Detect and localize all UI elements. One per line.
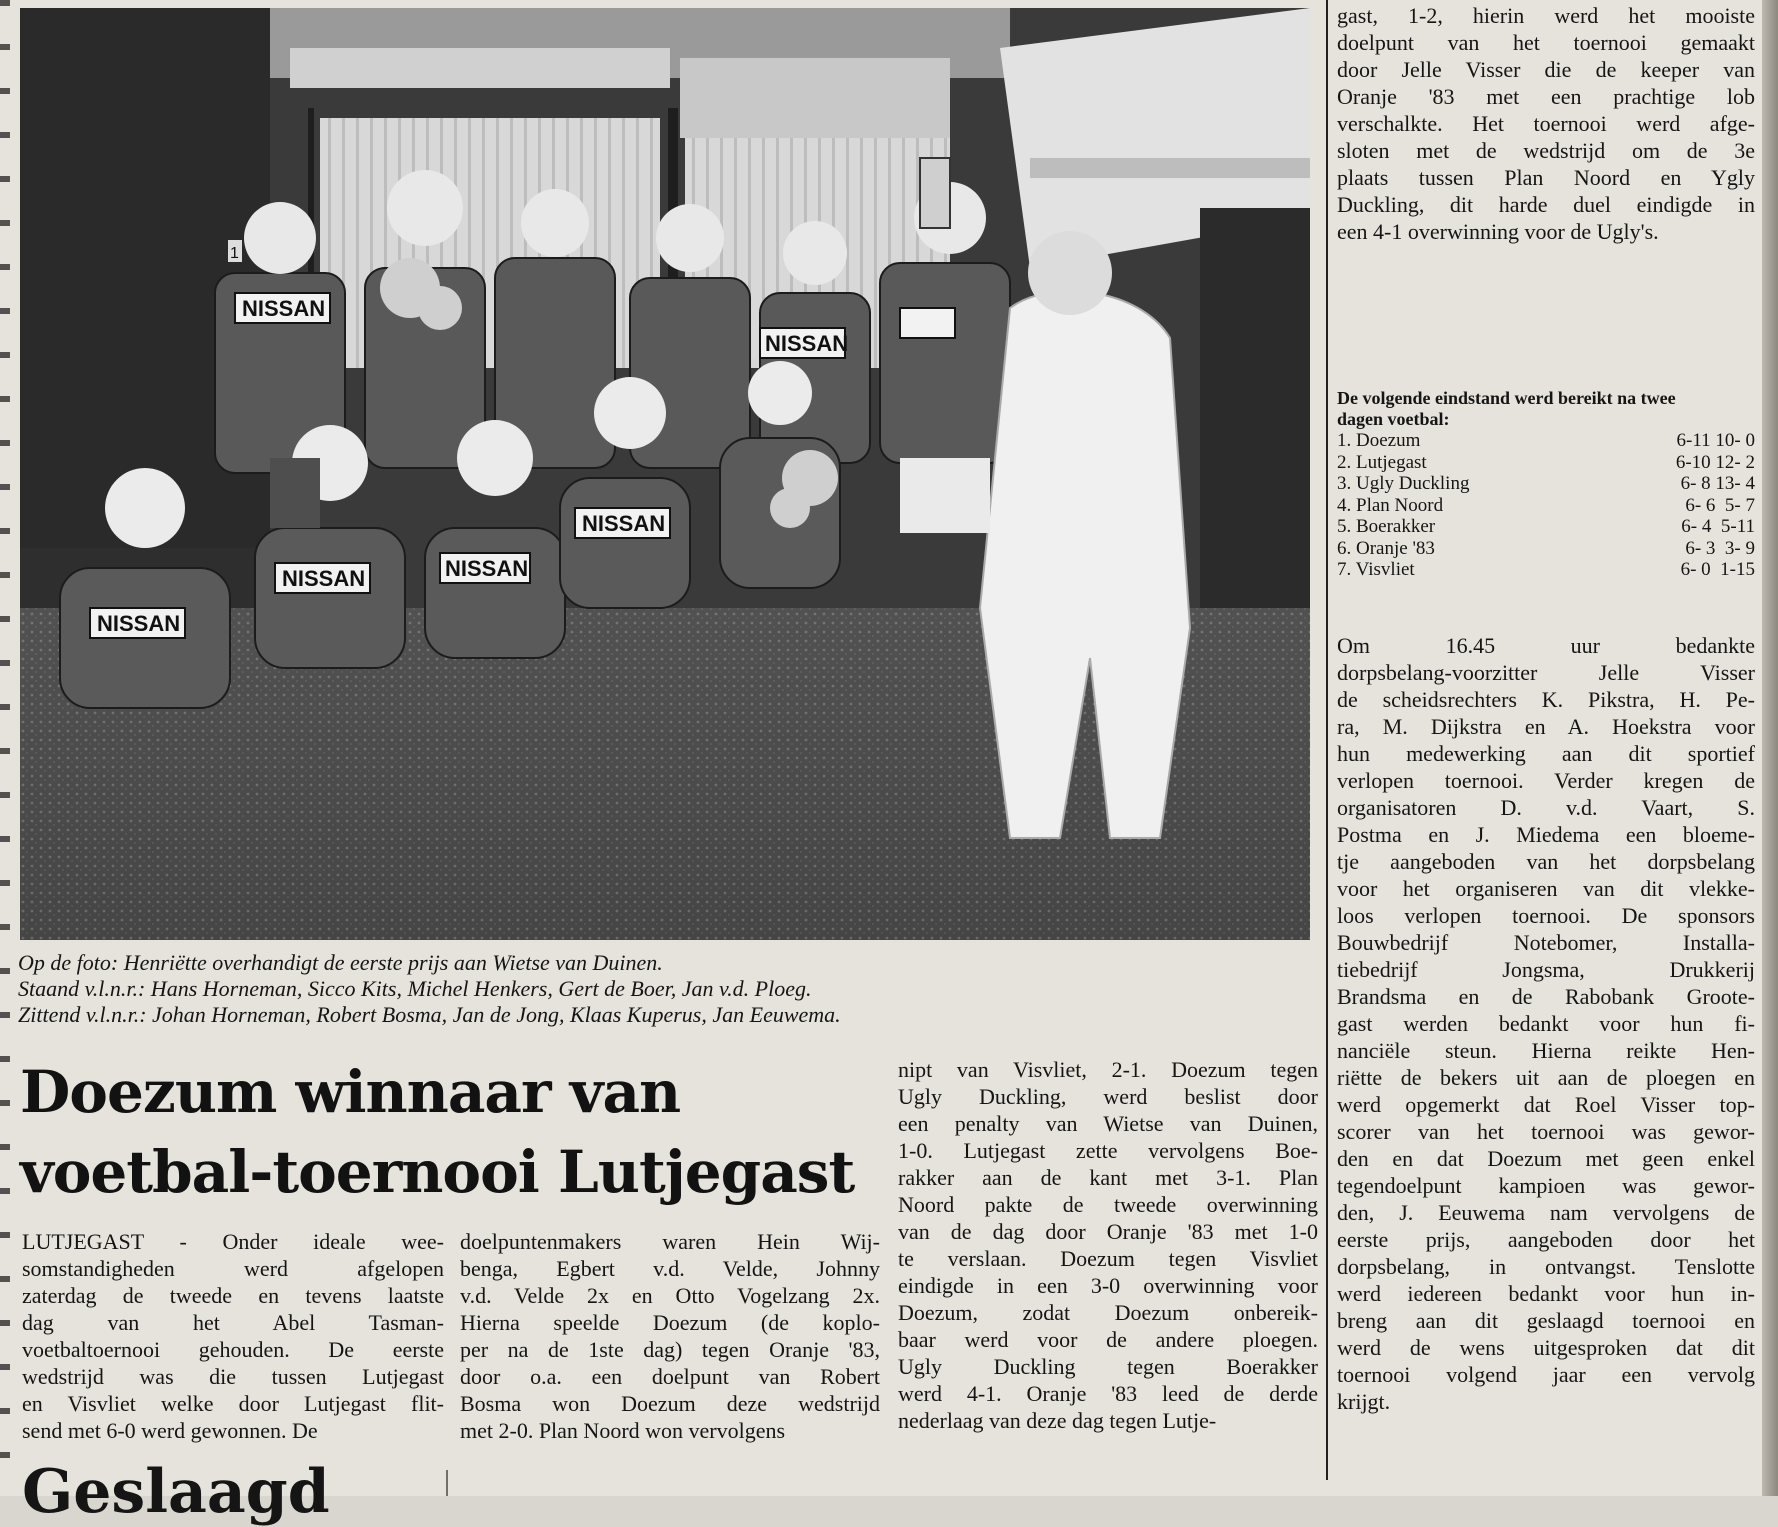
article-text-line: v.d. Velde 2x en Otto Vogelzang 2x. — [460, 1283, 880, 1308]
article-text-line: Om 16.45 uur bedankte — [1337, 633, 1755, 658]
column-rule-short — [446, 1470, 448, 1496]
article-text-line: breng aan dit geslaagd toernooi en — [1337, 1308, 1755, 1333]
article-text-line: werd 4-1. Oranje '83 leed de derde — [898, 1381, 1318, 1406]
standings-row — [1337, 473, 1755, 495]
article-headline — [20, 1052, 900, 1212]
article-text-line: door Jelle Visser die de keeper van — [1337, 57, 1755, 82]
article-text-line: nipt van Visvliet, 2-1. Doezum tegen — [898, 1057, 1318, 1082]
photo-caption-line-1: Op de foto: Henriëtte overhandigt de eerste prijs aan Wietse van Duinen. — [18, 950, 663, 975]
article-text-line: Postma en J. Miedema een bloeme- — [1337, 822, 1755, 847]
article-text-line: per na de 1ste dag) tegen Oranje '83, — [460, 1337, 880, 1362]
team-name: 6. Oranje '83 — [1337, 537, 1435, 559]
article-text-line: nederlaag van deze dag tegen Lutje- — [898, 1408, 1217, 1433]
article-text-line: hun medewerking aan dit sportief — [1337, 741, 1755, 766]
article-text-line: werd opgemerkt dat Roel Visser top- — [1337, 1092, 1755, 1117]
team-result: 6-10 12- 2 — [1675, 451, 1755, 473]
shirt-logo: NISSAN — [97, 611, 181, 636]
article-text-line: benga, Egbert v.d. Velde, Johnny — [460, 1256, 880, 1281]
article-text-line: Noord pakte de tweede overwinning — [898, 1192, 1318, 1217]
left-perforation — [0, 0, 10, 1496]
headline-line-2: voetbal-toernooi Lutjegast — [20, 1138, 855, 1206]
next-article-headline: Geslaagd — [22, 1457, 330, 1527]
article-text-line: voetbaltoernooi gehouden. De eerste — [22, 1337, 444, 1362]
article-text-line: doelpunt van het toernooi gemaakt — [1337, 30, 1755, 55]
article-text-line: baar werd voor de andere ploegen. — [898, 1327, 1318, 1352]
article-text-line: Ugly Duckling tegen Boerakker — [898, 1354, 1318, 1379]
article-text-line: de scheidsrechters K. Pikstra, H. Pe- — [1337, 687, 1755, 712]
article-text-line: loos verlopen toernooi. De sponsors — [1337, 903, 1755, 928]
team-result: 6- 8 13- 4 — [1680, 473, 1755, 494]
standings-heading: De volgende eindstand werd bereikt na twee — [1337, 388, 1676, 408]
article-text-line: Oranje '83 met een prachtige lob — [1337, 84, 1755, 109]
standings-row — [1337, 430, 1755, 452]
team-name: 5. Boerakker — [1337, 516, 1436, 537]
article-text-line: dorpsbelang, in ontvangst. Tenslotte — [1337, 1254, 1755, 1279]
column-rule — [1326, 0, 1328, 1480]
photo-caption-line-2: Staand v.l.n.r.: Hans Horneman, Sicco Kits, Michel Henkers, Gert de Boer, Jan v.d. Ploeg. — [18, 976, 812, 1001]
article-text-line: door o.a. een doelpunt van Robert — [460, 1364, 880, 1389]
article-text-line: riëtte de bekers uit aan de ploegen en — [1337, 1065, 1755, 1090]
team-name: 4. Plan Noord — [1337, 494, 1444, 516]
article-text-line: werd iedereen bedankt voor hun in- — [1337, 1281, 1755, 1306]
article-text-line: eindigde in een 3-0 overwinning voor — [898, 1273, 1318, 1298]
article-text-line: zaterdag de tweede en tevens laatste — [22, 1283, 444, 1308]
article-text-line: gast werden bedankt voor hun fi- — [1337, 1011, 1755, 1036]
article-text-line: wedstrijd was die tussen Lutjegast — [22, 1364, 444, 1389]
door-number: 1 — [230, 245, 239, 262]
photo-caption-line-3: Zittend v.l.n.r.: Johan Horneman, Robert Bosma, Jan de Jong, Klaas Kuperus, Jan Eeuwema. — [18, 1002, 841, 1027]
team-result: 6- 6 5- 7 — [1685, 494, 1755, 516]
article-text-line: ra, M. Dijkstra en A. Hoekstra voor — [1337, 714, 1755, 739]
article-text-line: gast, 1-2, hierin werd het mooiste — [1337, 3, 1755, 28]
article-text-line: met 2-0. Plan Noord won vervolgens — [460, 1418, 786, 1443]
final-standings-table — [1337, 388, 1755, 581]
article-text-line: Duckling, dit harde duel eindigde in — [1337, 192, 1755, 217]
team-name: 3. Ugly Duckling — [1337, 473, 1470, 494]
article-text-line: 1-0. Lutjegast zette vervolgens Boe- — [898, 1138, 1318, 1163]
article-text-line: Brandsma en de Rabobank Groote- — [1337, 984, 1755, 1009]
article-text-line: toernooi volgend jaar een vervolg — [1337, 1362, 1755, 1387]
article-text-line: doelpuntenmakers waren Hein Wij- — [460, 1229, 880, 1254]
article-text-line: send met 6-0 werd gewonnen. De — [22, 1418, 318, 1443]
standings-row — [1337, 516, 1755, 538]
team-name: 2. Lutjegast — [1337, 451, 1427, 473]
team-photo-illustration — [20, 8, 1310, 940]
team-result: 6- 0 1-15 — [1680, 559, 1755, 580]
article-text-line: dorpsbelang-voorzitter Jelle Visser — [1337, 660, 1755, 685]
shirt-logo: NISSAN — [282, 566, 366, 591]
article-text-line: tiebedrijf Jongsma, Drukkerij — [1337, 957, 1755, 982]
standings-row — [1337, 452, 1755, 474]
article-text-line: scorer van het toernooi was gewor- — [1337, 1119, 1755, 1144]
article-text-line: den, J. Eeuwema nam vervolgens de — [1337, 1200, 1755, 1225]
article-text-line: LUTJEGAST - Onder ideale wee- — [22, 1229, 444, 1254]
article-column-4-bottom — [1337, 632, 1755, 1415]
article-text-line: een penalty van Wietse van Duinen, — [898, 1111, 1318, 1136]
article-text-line: plaats tussen Plan Noord en Ygly — [1337, 165, 1755, 190]
article-text-line: tje aangeboden van het dorpsbelang — [1337, 849, 1755, 874]
article-text-line: van de dag door Oranje '83 met 1-0 — [898, 1219, 1318, 1244]
headline-line-1: Doezum winnaar van — [20, 1058, 681, 1126]
shirt-logo: NISSAN — [445, 556, 529, 581]
article-text-line: tegendoelpunt kampioen was gewor- — [1337, 1173, 1755, 1198]
shirt-logo: NISSAN — [242, 296, 326, 321]
article-text-line: krijgt. — [1337, 1389, 1391, 1414]
team-name: 1. Doezum — [1337, 430, 1421, 451]
team-result: 6-11 10- 0 — [1676, 430, 1755, 451]
article-text-line: werd de wens uitgesproken dat dit — [1337, 1335, 1755, 1360]
article-text-line: een 4-1 overwinning voor de Ugly's. — [1337, 219, 1659, 244]
article-text-line: verlopen toernooi. Verder kregen de — [1337, 768, 1755, 793]
standings-rows — [1337, 430, 1755, 581]
right-page-edge — [1762, 0, 1778, 1496]
article-text-line: sloten met de wedstrijd om de 3e — [1337, 138, 1755, 163]
shirt-logo: NISSAN — [582, 511, 666, 536]
article-text-line: nanciële steun. Hierna reikte Hen- — [1337, 1038, 1755, 1063]
team-result: 6- 4 5-11 — [1681, 516, 1755, 537]
article-text-line: en Visvliet welke door Lutjegast flit- — [22, 1391, 444, 1416]
article-text-line: somstandigheden werd afgelopen — [22, 1256, 444, 1281]
article-column-1 — [22, 1228, 444, 1444]
article-text-line: rakker aan de kant met 3-1. Plan — [898, 1165, 1318, 1190]
standings-row — [1337, 495, 1755, 517]
article-text-line: eerste prijs, aangeboden door het — [1337, 1227, 1755, 1252]
team-photo — [20, 8, 1310, 940]
team-result: 6- 3 3- 9 — [1685, 537, 1755, 559]
article-text-line: Bouwbedrijf Notebomer, Installa- — [1337, 930, 1755, 955]
article-text-line: Bosma won Doezum deze wedstrijd — [460, 1391, 880, 1416]
article-column-2 — [460, 1228, 880, 1444]
article-text-line: Hierna speelde Doezum (de koplo- — [460, 1310, 880, 1335]
article-text-line: verschalkte. Het toernooi werd afge- — [1337, 111, 1755, 136]
standings-heading-cont: dagen voetbal: — [1337, 409, 1450, 429]
article-text-line: den en dat Doezum met geen enkel — [1337, 1146, 1755, 1171]
article-text-line: Doezum, zodat Doezum onbereik- — [898, 1300, 1318, 1325]
standings-row — [1337, 559, 1755, 581]
standings-row — [1337, 538, 1755, 560]
article-text-line: voor het organiseren van dit vlekke- — [1337, 876, 1755, 901]
article-column-3 — [898, 1056, 1318, 1434]
article-text-line: dag van het Abel Tasman- — [22, 1310, 444, 1335]
article-text-line: organisatoren D. v.d. Vaart, S. — [1337, 795, 1755, 820]
article-text-line: te verslaan. Doezum tegen Visvliet — [898, 1246, 1318, 1271]
shirt-logo: NISSAN — [765, 331, 849, 356]
article-column-4-top — [1337, 2, 1755, 245]
team-name: 7. Visvliet — [1337, 559, 1415, 580]
article-text-line: Ugly Duckling, werd beslist door — [898, 1084, 1318, 1109]
